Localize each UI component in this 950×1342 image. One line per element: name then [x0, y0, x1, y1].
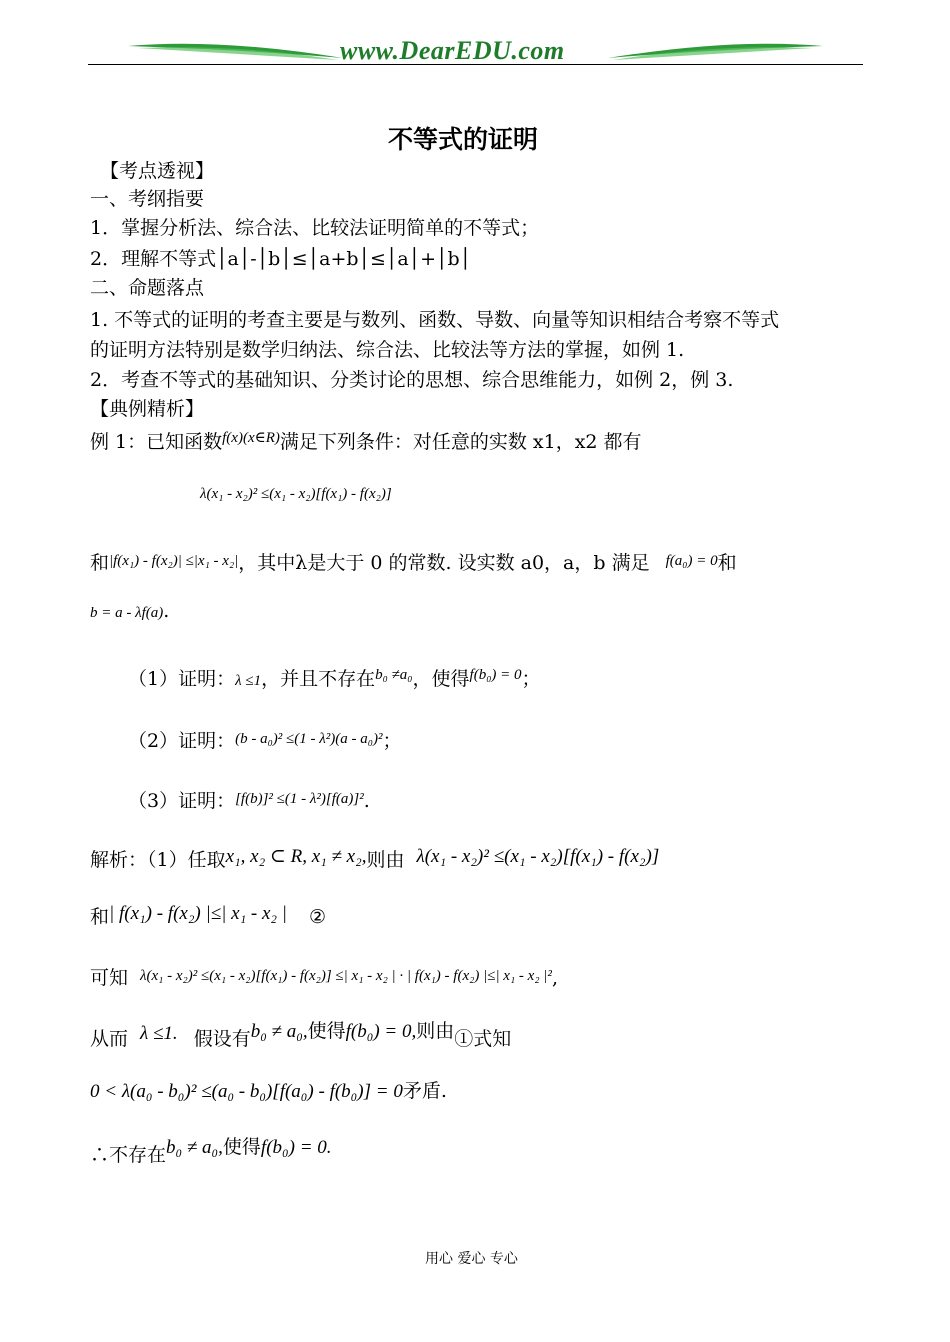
- solution-line2-math: | f(x₁) - f(x₂) |≤| x₁ - x₂ |: [109, 903, 288, 924]
- example1-intro-suffix: 满足下列条件：对任意的实数 x1，x2 都有: [279, 431, 642, 453]
- q1-math3: f(b₀) = 0: [469, 667, 522, 683]
- example1-condition1: λ(x₁ - x₂)² ≤(x₁ - x₂)[f(x₁) - f(x₂)]: [200, 486, 392, 502]
- page-title: 不等式的证明: [388, 125, 539, 154]
- left-swoosh-decoration: [128, 40, 343, 66]
- solution-line4-mid: 假设有: [193, 1028, 251, 1050]
- section1-heading: 一、考纲指要: [90, 188, 205, 210]
- solution-line3-prefix: 可知: [90, 967, 129, 989]
- question1: [128, 664, 541, 691]
- solution-line3-math: λ(x₁ - x₂)² ≤(x₁ - x₂)[f(x₁) - f(x₂)] ≤| x₁ - x₂ | · | f(x₁) - f(x₂) |≤| x₁ - x₂ |²: [140, 968, 552, 984]
- q2-math: (b - a₀)² ≤(1 - λ²)(a - a₀)²: [235, 731, 383, 747]
- solution-line3: [90, 963, 558, 990]
- example1-condition4: b = a - λf(a): [90, 605, 164, 621]
- example1-condition3: f(a₀) = 0: [665, 553, 718, 569]
- solution-line6: [90, 1136, 332, 1167]
- q1-end: ；: [521, 668, 541, 690]
- q1-prefix: （1）证明：: [128, 668, 236, 690]
- example1-intro-math: f(x)(x∈R): [222, 430, 280, 446]
- solution-line6-prefix: ∴不存在: [90, 1144, 167, 1166]
- q3-end: .: [363, 790, 370, 812]
- solution-line6-mid: 使得: [222, 1136, 261, 1158]
- section2-line1b: 的证明方法特别是数学归纳法、综合法、比较法等方法的掌握，如例 1.: [90, 339, 685, 361]
- solution-line6-math2: f(b₀) = 0.: [260, 1137, 332, 1158]
- example1-condition2-suffix: ，其中λ是大于 0 的常数. 设实数 a0，a，b 满足: [238, 552, 650, 574]
- solution-line1-prefix: 解析：（1）任取: [90, 849, 226, 871]
- example1-intro-prefix: 例 1：已知函数: [90, 431, 223, 453]
- section2-line2: 2．考查不等式的基础知识、分类讨论的思想、综合思维能力，如例 2，例 3.: [90, 369, 734, 391]
- solution-line1-mid: 则由: [366, 849, 405, 871]
- solution-line4: [90, 1020, 512, 1051]
- solution-line4-end: ①式知: [454, 1028, 512, 1050]
- q3-math: [f(b)]² ≤(1 - λ²)[f(a)]²: [235, 791, 364, 807]
- example1-condition2-line: [90, 548, 737, 575]
- question3: [128, 786, 370, 813]
- site-logo: www.DearEDU.com: [340, 36, 565, 65]
- and-label: 和: [90, 552, 110, 574]
- example1-condition3-suffix: 和: [717, 552, 737, 574]
- solution-line4-mid2: 使得: [307, 1020, 346, 1042]
- section1-line1: 1．掌握分析法、综合法、比较法证明简单的不等式；: [90, 217, 540, 239]
- q2-end: ；: [382, 730, 402, 752]
- solution-line3-end: ,: [551, 967, 558, 989]
- solution-line5: [90, 1076, 447, 1103]
- example1-condition4-line: [90, 600, 169, 622]
- solution-line4-math3: f(b₀) = 0,: [345, 1021, 417, 1042]
- q1-math2: b₀ ≠a₀: [375, 667, 413, 683]
- example1-intro: [90, 427, 642, 454]
- solution-line4-mid3: 则由: [416, 1020, 455, 1042]
- solution-line1: [90, 845, 659, 872]
- section2-heading: 二、命题落点: [90, 277, 205, 299]
- question2: [128, 726, 401, 753]
- section2-line1a: 1. 不等式的证明的考查主要是与数列、函数、导数、向量等知识相结合考察不等式: [90, 309, 780, 331]
- section1-line2: 2．理解不等式│a│-│b│≤│a+b│≤│a│+│b│: [90, 248, 472, 270]
- solution-line6-math: b₀ ≠ a₀,: [166, 1137, 223, 1158]
- q2-prefix: （2）证明：: [128, 730, 236, 752]
- example1-condition2: |f(x₁) - f(x₂)| ≤|x₁ - x₂|: [109, 553, 239, 569]
- solution-line5-end: 矛盾.: [402, 1080, 447, 1102]
- header-rule: [88, 64, 863, 65]
- page-footer: 用心 爱心 专心: [425, 1251, 518, 1267]
- example1-condition4-suffix: .: [163, 600, 170, 622]
- right-swoosh-decoration: [608, 40, 823, 66]
- q1-math1: λ ≤1: [235, 673, 262, 689]
- solution-line2-prefix: 和: [90, 906, 110, 928]
- solution-line1-math2: λ(x₁ - x₂)² ≤(x₁ - x₂)[f(x₁) - f(x₂)]: [416, 846, 660, 867]
- dianli-heading: 【典例精析】: [90, 398, 205, 420]
- solution-line4-math: λ ≤1.: [140, 1023, 178, 1044]
- solution-line4-prefix: 从而: [90, 1028, 129, 1050]
- solution-line2: [90, 902, 326, 929]
- q3-prefix: （3）证明：: [128, 790, 236, 812]
- q1-mid2: ，使得: [412, 668, 470, 690]
- solution-line4-math2: b₀ ≠ a₀,: [250, 1021, 308, 1042]
- solution-line5-math: 0 < λ(a₀ - b₀)² ≤(a₀ - b₀)[f(a₀) - f(b₀)] = 0: [90, 1081, 403, 1102]
- kaodian-heading: 【考点透视】: [100, 160, 215, 182]
- q1-mid: ，并且不存在: [261, 668, 376, 690]
- solution-line2-mark: ②: [309, 906, 327, 928]
- solution-line1-math: x₁, x₂ ⊂ R, x₁ ≠ x₂,: [225, 846, 367, 867]
